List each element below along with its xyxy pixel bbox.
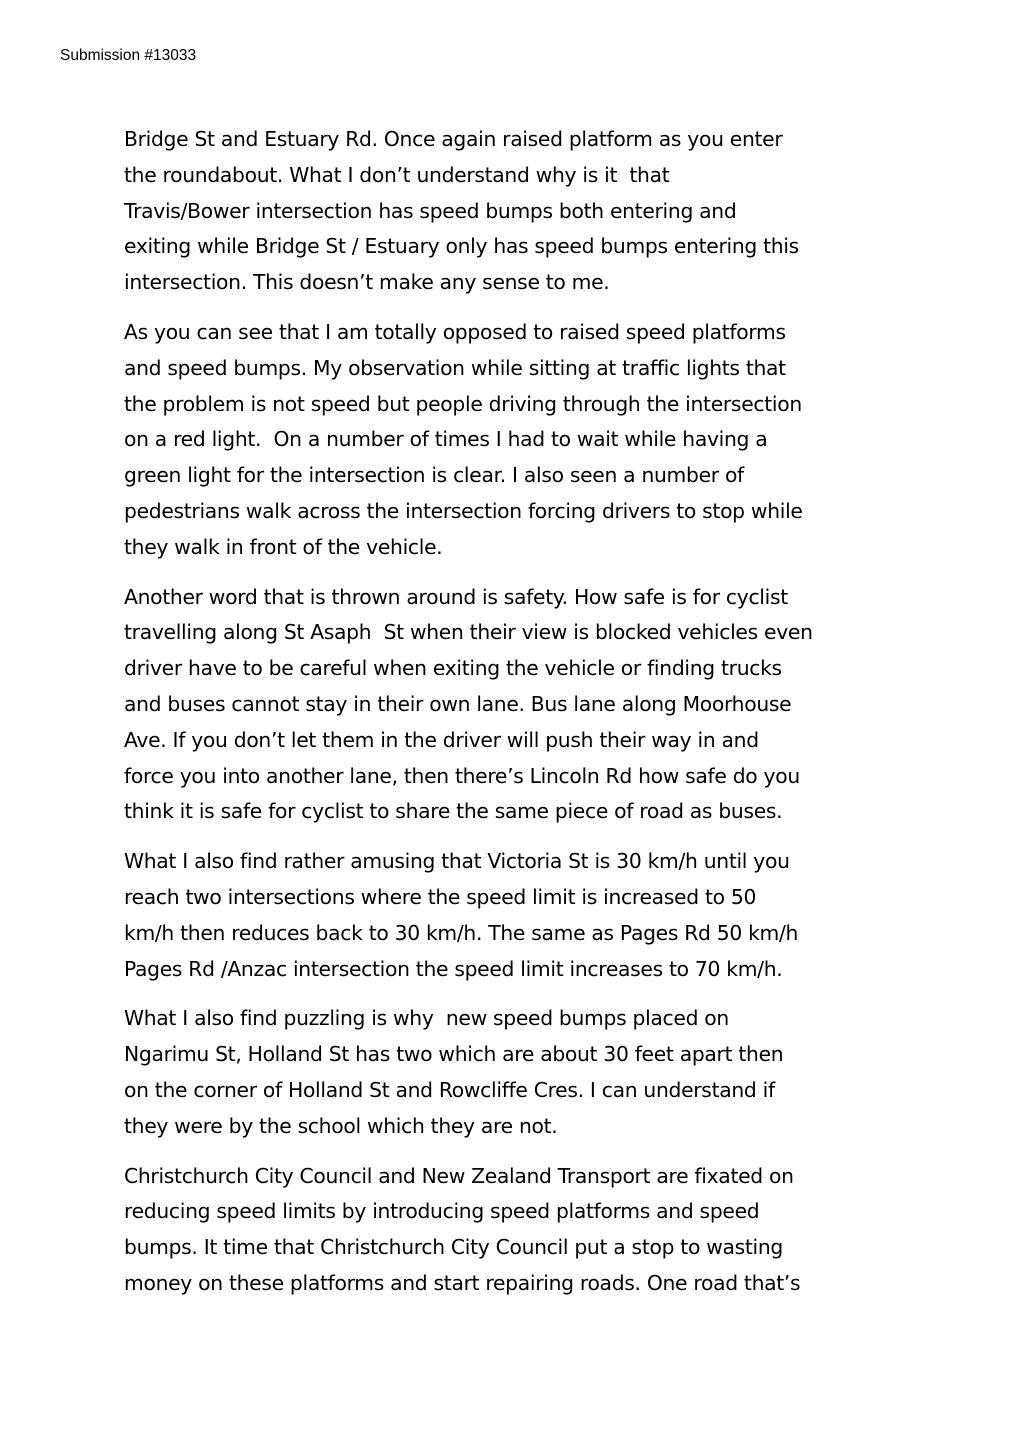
text-line: money on these platforms and start repairing roads. One road that’s [124, 1270, 801, 1295]
text-line: they walk in front of the vehicle. [124, 534, 443, 559]
text-line: Bridge St and Estuary Rd. Once again raised platform as you enter [124, 127, 783, 151]
text-line: reducing speed limits by introducing speed platforms and speed [124, 1199, 760, 1224]
text-line: pedestrians walk across the intersection forcing drivers to stop while [124, 498, 803, 523]
text-line: force you into another lane, then there’s Lincoln Rd how safe do you [124, 763, 800, 788]
text-line: and buses cannot stay in their own lane. Bus lane along Moorhouse [124, 691, 792, 716]
text-line: intersection. This doesn’t make any sense to me. [124, 270, 610, 295]
text-line: Ave. If you don’t let them in the driver will push their way in and [124, 727, 759, 752]
paragraph-4 [124, 844, 894, 987]
paragraph-2 [124, 315, 894, 566]
submission-header: Submission #13033 [60, 47, 197, 64]
text-line: Pages Rd /Anzac intersection the speed limit increases to 70 km/h. [124, 956, 783, 981]
text-line: driver have to be careful when exiting the vehicle or finding trucks [124, 656, 782, 681]
text-line: Ngarimu St, Holland St has two which are about 30 feet apart then [124, 1042, 784, 1067]
text-line: reach two intersections where the speed limit is increased to 50 [124, 884, 757, 909]
text-line: Christchurch City Council and New Zealand Transport are fixated on [124, 1163, 794, 1188]
text-line: Travis/Bower intersection has speed bumps both entering and [124, 198, 737, 223]
text-line: km/h then reduces back to 30 km/h. The same as Pages Rd 50 km/h [124, 920, 799, 945]
text-line: and speed bumps. My observation while sitting at traffic lights that [124, 355, 786, 380]
text-line: on a red light. On a number of times I had to wait while having a [124, 427, 768, 452]
text-line: bumps. It time that Christchurch City Council put a stop to wasting [124, 1235, 784, 1260]
text-line: the roundabout. What I don’t understand why is it that [124, 162, 670, 187]
text-line: green light for the intersection is clear. I also seen a number of [124, 463, 744, 488]
text-line: travelling along St Asaph St when their view is blocked vehicles even [124, 620, 813, 645]
paragraph-3 [124, 580, 894, 831]
text-line: think it is safe for cyclist to share the same piece of road as buses. [124, 799, 783, 824]
text-line: they were by the school which they are not. [124, 1113, 558, 1138]
text-line: What I also find puzzling is why new speed bumps placed on [124, 1006, 729, 1031]
text-line: Another word that is thrown around is safety. How safe is for cyclist [124, 584, 788, 609]
document-body [124, 122, 894, 1316]
text-line: What I also find rather amusing that Victoria St is 30 km/h until you [124, 849, 790, 874]
paragraph-6 [124, 1159, 894, 1302]
paragraph-1 [124, 122, 894, 301]
text-line: As you can see that I am totally opposed to raised speed platforms [124, 319, 786, 344]
text-line: the problem is not speed but people driving through the intersection [124, 391, 802, 416]
text-line: exiting while Bridge St / Estuary only has speed bumps entering this [124, 234, 799, 259]
text-line: on the corner of Holland St and Rowcliffe Cres. I can understand if [124, 1077, 775, 1102]
paragraph-5 [124, 1001, 894, 1144]
